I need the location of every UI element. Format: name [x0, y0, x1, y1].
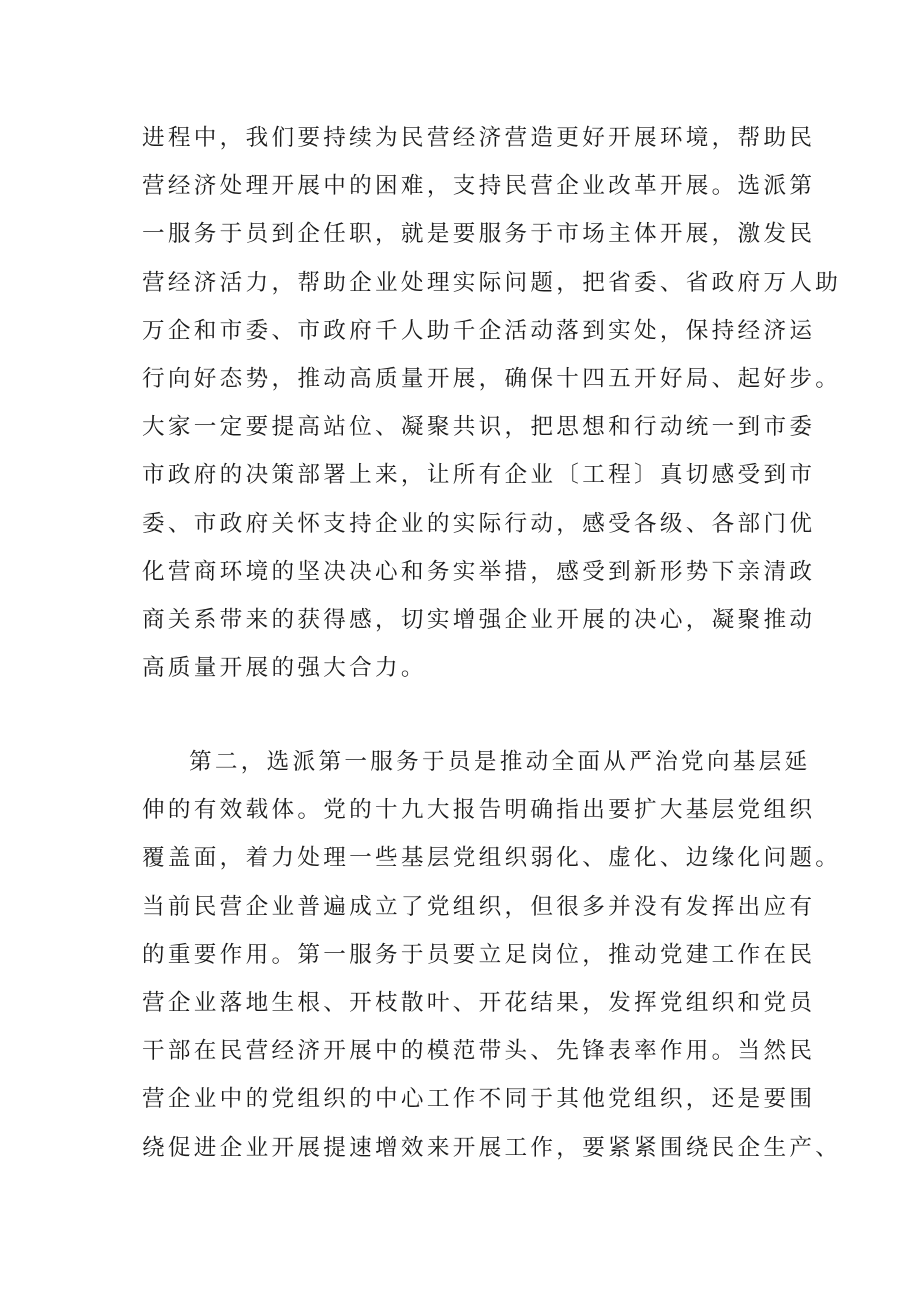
text-line: 一服务于员到企任职，就是要服务于市场主体开展，激发民	[142, 221, 816, 248]
text-line: 营企业中的党组织的中心工作不同于其他党组织，还是要围	[142, 1086, 816, 1113]
text-line: 的重要作用。第一服务于员要立足岗位，推动党建工作在民	[142, 941, 816, 968]
paragraph-1	[142, 114, 842, 692]
paragraph-2	[142, 738, 842, 1172]
text-line: 委、市政府关怀支持企业的实际行动，感受各级、各部门优	[142, 510, 816, 537]
text-line: 商关系带来的获得感，切实增强企业开展的决心，凝聚推动	[142, 606, 816, 633]
text-line: 大家一定要提高站位、凝聚共识，把思想和行动统一到市委	[142, 414, 816, 441]
text-line: 营经济活力，帮助企业处理实际问题，把省委、省政府万人助	[142, 269, 842, 296]
text-line: 行向好态势，推动高质量开展，确保十四五开好局、起好步。	[142, 365, 842, 392]
text-line: 化营商环境的坚决决心和务实举措，感受到新形势下亲清政	[142, 558, 816, 585]
text-line: 营经济处理开展中的困难，支持民营企业改革开展。选派第	[142, 173, 816, 200]
text-line: 当前民营企业普遍成立了党组织，但很多并没有发挥出应有	[142, 893, 816, 920]
text-line: 高质量开展的强大合力。	[142, 655, 427, 682]
text-line: 市政府的决策部署上来，让所有企业〔工程〕真切感受到市	[142, 462, 816, 489]
text-line: 伸的有效载体。党的十九大报告明确指出要扩大基层党组织	[142, 797, 816, 824]
text-line-first: 第二，选派第一服务于员是推动全面从严治党向基层延	[189, 749, 811, 775]
text-line: 万企和市委、市政府千人助千企活动落到实处，保持经济运	[142, 317, 816, 344]
text-line: 营企业落地生根、开枝散叶、开花结果，发挥党组织和党员	[142, 989, 816, 1016]
text-line: 绕促进企业开展提速增效来开展工作，要紧紧围绕民企生产、	[142, 1134, 842, 1161]
text-line: 干部在民营经济开展中的模范带头、先锋表率作用。当然民	[142, 1038, 816, 1065]
text-line: 进程中，我们要持续为民营经济营造更好开展环境，帮助民	[142, 125, 816, 151]
text-line: 覆盖面，着力处理一些基层党组织弱化、虚化、边缘化问题。	[142, 845, 842, 872]
